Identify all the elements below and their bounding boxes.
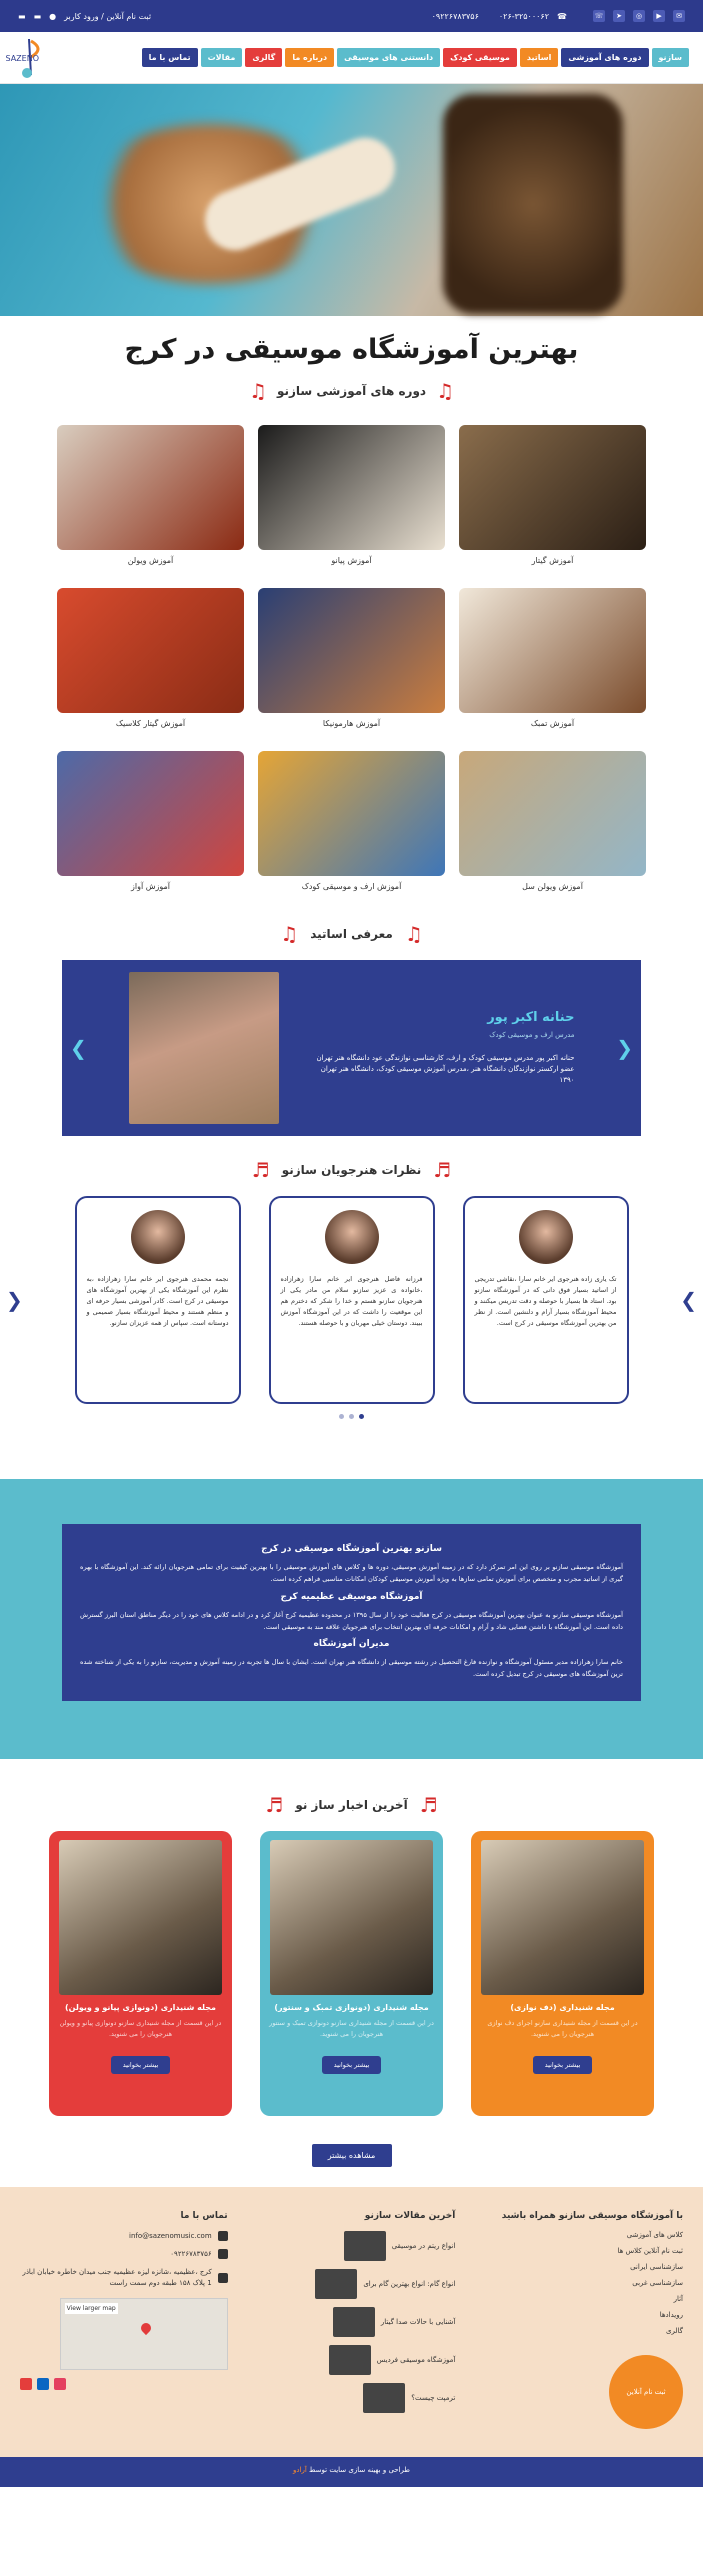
teacher-info — [305, 1010, 575, 1087]
footer-link[interactable]: گالری — [666, 2327, 683, 2336]
register-link[interactable]: ثبت نام آنلاین / ورود کاربر — [64, 11, 152, 21]
news-image[interactable] — [481, 1840, 644, 1995]
footer-link[interactable]: آثار — [673, 2295, 683, 2304]
music-note-icon: ♬ — [251, 1158, 270, 1182]
teacher-role: مدرس ارف و موسیقی کودک — [489, 1030, 575, 1039]
teacher-description: حنانه اکبر پور مدرس موسیقی کودک و ارف، کارشناسی نوازندگی عود دانشگاه هنر تهران عضو ارکستر نوازندگان دانشگاه هنر ،مدرس آموزش موسیقی کودک، دانشگاه هنر تهران ۱۳۹۰ — [316, 1053, 575, 1085]
email-icon — [218, 2231, 228, 2241]
course-card[interactable] — [57, 588, 244, 741]
footer — [0, 2187, 703, 2457]
teacher-slider — [62, 960, 641, 1136]
footer-link[interactable]: سازشناسی غربی — [632, 2279, 683, 2288]
course-card[interactable] — [57, 751, 244, 904]
review-card — [269, 1196, 435, 1404]
carousel-dots — [0, 1414, 703, 1419]
avatar — [519, 1210, 573, 1264]
view-more-button[interactable]: مشاهده بیشتر — [312, 2144, 392, 2167]
music-note-icon: ♫ — [249, 379, 267, 403]
course-label[interactable]: آموزش گیتار — [531, 556, 574, 565]
reviews-heading: نظرات هنرجویان سازنو — [281, 1163, 422, 1177]
article-title[interactable]: آشنایی با حالات صدا گیتار — [380, 2318, 456, 2327]
footer-link[interactable]: رویدادها — [659, 2311, 683, 2320]
phone-number-2[interactable]: ۰۹۲۲۶۷۸۳۷۵۶ — [431, 11, 479, 21]
avatar — [325, 1210, 379, 1264]
slider-next-icon[interactable]: ❯ — [70, 1036, 87, 1060]
article-thumbnail[interactable] — [315, 2269, 357, 2299]
logo-icon — [5, 35, 61, 81]
copyright-bar — [0, 2457, 703, 2487]
about-heading-1: سازنو بهترین آموزشگاه موسیقی در کرج — [261, 1544, 442, 1554]
course-label[interactable]: آموزش ویولن سل — [522, 882, 583, 891]
course-label[interactable]: آموزش ارف و موسیقی کودک — [301, 882, 402, 891]
hero-banner — [0, 84, 703, 316]
contact-email[interactable]: info@sazenomusic.com — [129, 2232, 212, 2241]
course-card[interactable] — [459, 425, 646, 578]
footer-articles-title: آخرین مقالات سازنو — [364, 2211, 456, 2222]
music-note-icon: ♫ — [404, 922, 423, 946]
main-header — [0, 32, 703, 84]
article-title[interactable]: آموزشگاه موسیقی فردیس — [376, 2356, 456, 2365]
nav-item[interactable]: مقالات — [201, 48, 243, 67]
review-card — [75, 1196, 241, 1404]
read-more-button[interactable]: بیشتر بخوانید — [322, 2056, 382, 2074]
course-card[interactable] — [258, 751, 445, 904]
course-label[interactable]: آموزش ویولن — [127, 556, 174, 565]
review-text: نجمه محمدی هنرجوی ایر خانم سارا زهرازاده ،به نظرم این آموزشگاه یکی از بهترین آموزشگاه های موسیقی در کرج است. کادر آموزشی بسیار حرفه ای و منظم هستند و محیط آموزشگاه بسیار صمیمی و دوستانه است. سپاس از همه عزیزان سازنو. — [86, 1275, 229, 1328]
courses-heading: دوره های آموزشی سازنو — [276, 384, 427, 398]
footer-article-item[interactable] — [248, 2383, 456, 2413]
instagram-icon[interactable] — [54, 2378, 66, 2390]
reviews-carousel — [0, 1196, 703, 1404]
top-bar — [0, 0, 703, 32]
map-embed[interactable] — [60, 2298, 228, 2370]
footer-article-item[interactable] — [248, 2307, 456, 2337]
courses-grid — [0, 425, 703, 904]
footer-link[interactable]: ثبت نام آنلاین کلاس ها — [617, 2247, 683, 2256]
news-card[interactable] — [471, 1831, 654, 2116]
about-box — [62, 1524, 641, 1701]
footer-article-item[interactable] — [248, 2345, 456, 2375]
phone-icon — [218, 2249, 228, 2259]
news-heading: آخرین اخبار ساز نو — [295, 1798, 408, 1813]
footer-article-item[interactable] — [248, 2231, 456, 2261]
user-icon: ● — [49, 11, 57, 21]
teachers-heading-row — [0, 922, 703, 946]
course-image[interactable] — [57, 751, 244, 876]
footer-link[interactable]: سازشناسی ایرانی — [630, 2263, 683, 2272]
phone-number-1[interactable]: ۰۲۶-۳۲۵۰۰۰۶۲ — [498, 11, 550, 21]
footer-links-column — [475, 2211, 683, 2457]
online-register-badge[interactable]: ثبت نام آنلاین — [609, 2355, 683, 2429]
flag-icon-uk[interactable]: ▬ — [33, 11, 42, 21]
about-heading-2: آموزشگاه موسیقی عظیمیه کرج — [280, 1591, 423, 1602]
reviews-next-icon[interactable]: ❮ — [6, 1288, 23, 1312]
designer-link[interactable]: آرادو — [293, 2466, 307, 2475]
news-image[interactable] — [270, 1840, 433, 1995]
svg-text:SAZENO: SAZENO — [5, 53, 39, 63]
course-label[interactable]: آموزش پیانو — [331, 556, 372, 565]
news-card[interactable] — [49, 1831, 232, 2116]
carousel-dot[interactable] — [359, 1414, 364, 1419]
about-section — [0, 1479, 703, 1759]
news-image[interactable] — [59, 1840, 222, 1995]
course-image[interactable] — [57, 425, 244, 550]
contact-address: کرج ،عظیمیه ،شانزه لیزه عظیمیه جنب میدان خاطره خیابان اباذر 1 پلاک ۱۵۸ طبقه دوم سمت راست — [22, 2268, 212, 2288]
carousel-dot[interactable] — [349, 1414, 354, 1419]
news-cards — [0, 1831, 703, 2116]
footer-links-title: با آموزشگاه موسیقی سازنو همراه باشید — [501, 2211, 683, 2222]
map-larger-link[interactable]: View larger map — [66, 2304, 116, 2312]
course-label[interactable]: آموزش تمبک — [530, 719, 575, 728]
main-menu — [142, 48, 689, 67]
review-card — [463, 1196, 629, 1404]
nav-item[interactable]: اساتید — [520, 48, 559, 67]
course-image[interactable] — [258, 425, 445, 550]
nav-item[interactable]: دوره های آموزشی — [561, 48, 648, 67]
news-card[interactable] — [260, 1831, 443, 2116]
article-thumbnail[interactable] — [333, 2307, 375, 2337]
location-icon — [218, 2273, 228, 2283]
social-links — [432, 10, 685, 22]
carousel-dot[interactable] — [339, 1414, 344, 1419]
title-section — [0, 316, 703, 411]
course-image[interactable] — [459, 425, 646, 550]
music-note-icon: ♬ — [433, 1158, 452, 1182]
news-heading-row — [0, 1793, 703, 1817]
nav-item[interactable]: دانستنی های موسیقی — [337, 48, 440, 67]
course-label[interactable]: آموزش هارمونیکا — [322, 719, 381, 728]
youtube-icon[interactable] — [20, 2378, 32, 2390]
nav-item[interactable]: موسیقی کودک — [443, 48, 517, 67]
news-excerpt: در این قسمت از مجله شنیداری سازنو دونوازی تمبک و سنتور هنرجویان را می شنوید. — [269, 2019, 434, 2038]
news-excerpt: در این قسمت از مجله شنیداری سازنو اجرای دف نوازی هنرجویان را می شنوید. — [487, 2019, 638, 2038]
user-area — [18, 12, 151, 21]
copyright-text: طراحی و بهینه سازی سایت توسط — [309, 2466, 410, 2475]
news-title[interactable]: مجله شنیداری (دف نوازی) — [510, 2003, 615, 2013]
course-card[interactable] — [57, 425, 244, 578]
reviews-prev-icon[interactable]: ❯ — [680, 1288, 697, 1312]
about-paragraph-3: خانم سارا زهرازاده مدیر مسئول آموزشگاه و نوازنده فارغ التحصیل در رشته موسیقی از دانشگاه هنر تهران است. ایشان با سال ها تجربه در زمینه آموزش و مدیریت، سازنو را به یکی از شناخته شده ترین آموزشگاه های موسیقی در کرج تبدیل کرده است. — [80, 1658, 623, 1679]
read-more-button[interactable]: بیشتر بخوانید — [533, 2056, 593, 2074]
whatsapp-icon[interactable]: ☏ — [594, 12, 604, 20]
youtube-icon[interactable]: ▶ — [653, 10, 665, 22]
article-thumbnail[interactable] — [363, 2383, 405, 2413]
course-image[interactable] — [459, 751, 646, 876]
logo[interactable] — [5, 34, 62, 82]
music-note-icon: ♬ — [265, 1793, 284, 1818]
teacher-photo — [129, 972, 279, 1124]
article-title[interactable]: انواع ریتم در موسیقی — [391, 2242, 456, 2251]
course-image[interactable] — [258, 751, 445, 876]
news-title[interactable]: مجله شنیداری (دونوازی پیانو و ویولن) — [65, 2003, 217, 2013]
about-paragraph-1: آموزشگاه موسیقی سازنو بر روی این امر تمرکز دارد که در زمینه آموزش موسیقی، دوره ها و کلاس های آموزش موسیقی را با بهترین کیفیت برای تمامی هنرجویان ارائه کند. این آموزشگاه با بهره گیری از اساتید مجرب و متخصص برای آموزش تمامی سازها به ویژه آموزش موسیقی کودکان امکانات مناسبی فراهم کرده است. — [80, 1563, 623, 1583]
reviews-heading-row — [0, 1158, 703, 1182]
article-thumbnail[interactable] — [329, 2345, 371, 2375]
course-label[interactable]: آموزش گیتار کلاسیک — [115, 719, 186, 728]
course-card[interactable] — [459, 588, 646, 741]
article-thumbnail[interactable] — [344, 2231, 386, 2261]
about-paragraph-2: آموزشگاه موسیقی سازنو به عنوان بهترین آموزشگاه موسیقی در کرج فعالیت خود را از سال ۱۳۹۵ در محدوده عظیمیه کرج آغاز کرد و در ادامه کلاس های خود را در دیگر مناطق استان البرز گسترش داده است. این آموزشگاه با داشتن فضایی شاد و آرام و امکانات حرفه ای بهترین انتخاب برای هنرجویان علاقه مند به موسیقی است. — [80, 1610, 623, 1631]
footer-link[interactable]: کلاس های آموزشی — [626, 2231, 683, 2240]
nav-item[interactable]: درباره ما — [285, 48, 334, 67]
nav-item[interactable]: سازنو — [652, 48, 690, 67]
phone-icon: ☎ — [557, 11, 567, 21]
about-heading-3: مدیران آموزشگاه — [313, 1639, 390, 1650]
slider-prev-icon[interactable]: ❮ — [616, 1036, 633, 1060]
music-note-icon: ♬ — [419, 1793, 438, 1818]
course-label[interactable]: آموزش آواز — [131, 882, 170, 891]
nav-item[interactable]: تماس با ما — [142, 48, 198, 67]
linkedin-icon[interactable] — [37, 2378, 49, 2390]
map-pin-icon — [139, 2320, 153, 2334]
course-image[interactable] — [258, 588, 445, 713]
flag-icon-iran[interactable]: ▬ — [18, 11, 26, 21]
music-note-icon: ♫ — [436, 379, 455, 403]
teacher-name: حنانه اکبر پور — [487, 1009, 575, 1025]
course-image[interactable] — [459, 588, 646, 713]
instagram-icon[interactable]: ◎ — [633, 10, 645, 22]
footer-article-item[interactable] — [248, 2269, 456, 2299]
footer-socials — [20, 2378, 228, 2390]
footer-contact-title: تماس با ما — [180, 2211, 228, 2222]
music-note-icon: ♫ — [280, 922, 299, 946]
read-more-button[interactable]: بیشتر بخوانید — [111, 2056, 171, 2074]
news-title[interactable]: مجله شنیداری (دونوازی تمبک و سنتور) — [274, 2003, 429, 2013]
course-card[interactable] — [258, 425, 445, 578]
article-title[interactable]: ترمپت چیست؟ — [411, 2394, 456, 2403]
email-icon[interactable]: ✉ — [673, 10, 685, 22]
courses-heading-row — [0, 379, 703, 403]
review-text: تک یاری زاده هنرجوی ایر خانم سارا ،نقاشی تدریجی از اساتید بسیار فوق دانی که در آموزشگاه سازنو بود. استاد ها بسیار با حوصله و دقت تدریس میکنند و محیط آموزشگاه بسیار آرام و دلنشین است. از نظر من بهترین آموزشگاه موسیقی در کرج است. — [474, 1275, 617, 1328]
nav-item[interactable]: گالری — [245, 48, 282, 67]
news-excerpt: در این قسمت از مجله شنیداری سازنو دونوازی پیانو و ویولن هنرجویان را می شنوید. — [59, 2019, 222, 2038]
page-title: بهترین آموزشگاه موسیقی در کرج — [124, 334, 579, 365]
telegram-icon[interactable]: ➤ — [613, 10, 625, 22]
teachers-heading: معرفی اساتید — [310, 927, 393, 941]
footer-articles-column — [248, 2211, 456, 2457]
review-text: فرزانه فاضل هنرجوی ایر خانم سارا زهرازاده ،خانواده ی عزیز سازنو سلام من مادر یکی از هنرجویان سازنو هستم و خدا را شکر که دخترم هم این موقعیت را داشت که در این آموزشگاه آموزش ببیند. دوستان خیلی مهربان و با حوصله هستند. — [280, 1275, 423, 1328]
article-title[interactable]: انواع گام: انواع بهترین گام برای — [363, 2280, 456, 2289]
avatar — [131, 1210, 185, 1264]
course-card[interactable] — [258, 588, 445, 741]
contact-phone[interactable]: ۰۹۲۲۶۷۸۳۷۵۶ — [170, 2250, 212, 2259]
course-image[interactable] — [57, 588, 244, 713]
footer-contact-column — [20, 2211, 228, 2457]
course-card[interactable] — [459, 751, 646, 904]
